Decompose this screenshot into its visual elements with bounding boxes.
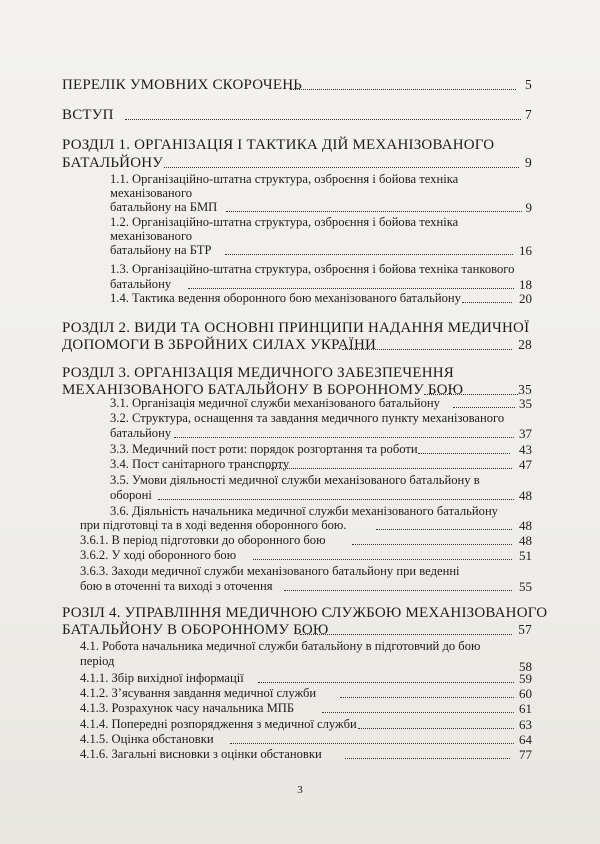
toc-entry-1-4: 1.4. Тактика ведення оборонного бою механізованого батальйону — [110, 291, 461, 305]
toc-leader — [225, 253, 513, 255]
toc-entry-1-3-cont: батальйону — [110, 277, 172, 291]
toc-page-number: 51 — [519, 548, 532, 563]
toc-section-4-title-cont: БАТАЛЬЙОНУ В ОБОРОННОМУ БОЮ — [62, 622, 329, 638]
toc-entry-4-1-2: 4.1.2. З’ясування завдання медичної служби — [80, 686, 317, 700]
toc-entry-abbreviations: ПЕРЕЛІК УМОВНИХ СКОРОЧЕНЬ — [62, 77, 303, 93]
toc-leader — [345, 757, 510, 759]
toc-leader — [376, 528, 512, 530]
toc-page-number: 55 — [519, 579, 532, 594]
toc-leader — [174, 436, 514, 438]
toc-page-number: 9 — [525, 200, 532, 215]
toc-entry-3-6-cont: при підготовці та в ході ведення оборонного бою. — [80, 518, 347, 532]
toc-leader — [453, 406, 515, 408]
toc-section-1-title-cont: БАТАЛЬЙОНУ — [62, 155, 164, 171]
toc-entry-1-1-cont: батальйону на БМП — [110, 200, 218, 214]
toc-entry-3-3: 3.3. Медичний пост роти: порядок розгортання та роботи — [110, 442, 418, 456]
toc-entry-3-6-1: 3.6.1. В період підготовки до оборонного бою — [80, 533, 326, 547]
toc-leader — [125, 118, 521, 120]
toc-leader — [188, 287, 514, 289]
toc-page-number: 63 — [519, 717, 532, 732]
toc-leader — [342, 348, 512, 350]
toc-leader — [300, 633, 512, 635]
toc-entry-3-6-3: 3.6.3. Заходи медичної служби механізованого батальйону при веденні — [80, 564, 460, 578]
toc-section-2-title-cont: ДОПОМОГИ В ЗБРОЙНИХ СИЛАХ УКРАЇНИ — [62, 337, 377, 353]
toc-page-number: 61 — [519, 701, 532, 716]
toc-leader — [352, 543, 512, 545]
toc-page-number: 60 — [519, 686, 532, 701]
toc-page-number: 58 — [519, 659, 532, 674]
toc-page-number: 48 — [519, 518, 532, 533]
toc-page-number: 48 — [519, 488, 532, 503]
toc-entry-4-1-5: 4.1.5. Оцінка обстановки — [80, 732, 214, 746]
toc-entry-3-2-cont: батальйону — [110, 426, 172, 440]
toc-entry-introduction: ВСТУП — [62, 107, 114, 123]
toc-entry-4-1-6: 4.1.6. Загальні висновки з оцінки обстановки — [80, 747, 322, 761]
toc-entry-3-4: 3.4. Пост санітарного транспорту — [110, 457, 290, 471]
toc-section-3-title: РОЗДІЛ 3. ОРГАНІЗАЦІЯ МЕДИЧНОГО ЗАБЕЗПЕЧЕННЯ — [62, 365, 454, 381]
toc-entry-3-2: 3.2. Структура, оснащення та завдання медичного пункту механізованого — [110, 411, 505, 425]
toc-page-number: 37 — [519, 426, 532, 441]
toc-leader — [358, 727, 514, 729]
toc-page-number: 5 — [525, 77, 532, 92]
toc-page-number: 7 — [525, 107, 532, 122]
toc-page-number: 59 — [519, 671, 532, 686]
toc-entry-1-1-cont: механізованого — [110, 186, 193, 200]
toc-leader — [158, 498, 514, 500]
toc-section-3-title-cont: МЕХАНІЗОВАНОГО БАТАЛЬЙОНУ В БОРОННОМУ БОЮ — [62, 382, 464, 398]
toc-entry-1-1: 1.1. Організаційно-штатна структура, озброєння і бойова техніка — [110, 172, 459, 186]
toc-entry-3-5-cont: обороні — [110, 488, 152, 502]
toc-page-number: 48 — [519, 533, 532, 548]
toc-entry-3-6-3-cont: бою в оточенні та виході з оточення — [80, 579, 273, 593]
toc-section-2-title: РОЗДІЛ 2. ВИДИ ТА ОСНОВНІ ПРИНЦИПИ НАДАННЯ МЕДИЧНОЇ — [62, 320, 530, 336]
toc-leader — [253, 558, 512, 560]
toc-leader — [424, 393, 518, 395]
page-number-footer: 3 — [297, 784, 303, 796]
toc-page-number: 77 — [519, 747, 532, 762]
toc-entry-1-3: 1.3. Організаційно-штатна структура, озброєння і бойова техніка танкового — [110, 262, 515, 276]
toc-page-number: 64 — [519, 732, 532, 747]
toc-page-number: 28 — [518, 337, 532, 352]
toc-leader — [290, 88, 516, 90]
toc-entry-4-1-cont: період — [80, 654, 115, 668]
toc-leader — [226, 210, 522, 212]
toc-entry-3-5: 3.5. Умови діяльності медичної служби механізованого батальйону в — [110, 473, 480, 487]
toc-leader — [340, 696, 514, 698]
toc-page-number: 9 — [525, 155, 532, 170]
toc-entry-4-1: 4.1. Робота начальника медичної служби батальйону в підготовчий до бою — [80, 639, 481, 653]
toc-leader — [164, 166, 519, 168]
toc-leader — [462, 301, 512, 303]
toc-section-1-title: РОЗДІЛ 1. ОРГАНІЗАЦІЯ І ТАКТИКА ДІЙ МЕХАНІЗОВАНОГО — [62, 137, 495, 153]
toc-page-number: 20 — [519, 291, 532, 306]
toc-leader — [418, 452, 510, 454]
toc-page-number: 35 — [518, 382, 532, 397]
toc-leader — [230, 742, 514, 744]
toc-entry-4-1-1: 4.1.1. Збір вихідної інформації — [80, 671, 244, 685]
toc-entry-4-1-3: 4.1.3. Розрахунок часу начальника МПБ — [80, 701, 295, 715]
toc-entry-3-1: 3.1. Організація медичної служби механізованого батальйону — [110, 396, 440, 410]
toc-leader — [284, 589, 512, 591]
toc-leader — [322, 711, 514, 713]
toc-entry-1-2: 1.2. Організаційно-штатна структура, озброєння і бойова техніка — [110, 215, 459, 229]
toc-entry-1-2-cont: батальйону на БТР — [110, 243, 212, 257]
toc-entry-4-1-4: 4.1.4. Попередні розпорядження з медичної служби — [80, 717, 357, 731]
toc-page-number: 16 — [519, 243, 532, 258]
toc-leader — [266, 467, 512, 469]
toc-page-number: 47 — [519, 457, 532, 472]
toc-page-number: 18 — [519, 277, 532, 292]
toc-leader — [258, 681, 514, 683]
toc-page-number: 57 — [518, 622, 532, 637]
toc-entry-1-2-cont: механізованого — [110, 229, 193, 243]
toc-entry-3-6-2: 3.6.2. У ході оборонного бою — [80, 548, 237, 562]
toc-entry-3-6: 3.6. Діяльність начальника медичної служби механізованого батальйону — [110, 504, 498, 518]
toc-page-number: 35 — [519, 396, 532, 411]
toc-page-number: 43 — [519, 442, 532, 457]
toc-section-4-title: РОЗІЛ 4. УПРАВЛІННЯ МЕДИЧНОЮ СЛУЖБОЮ МЕХАНІЗОВАНОГО — [62, 605, 548, 621]
